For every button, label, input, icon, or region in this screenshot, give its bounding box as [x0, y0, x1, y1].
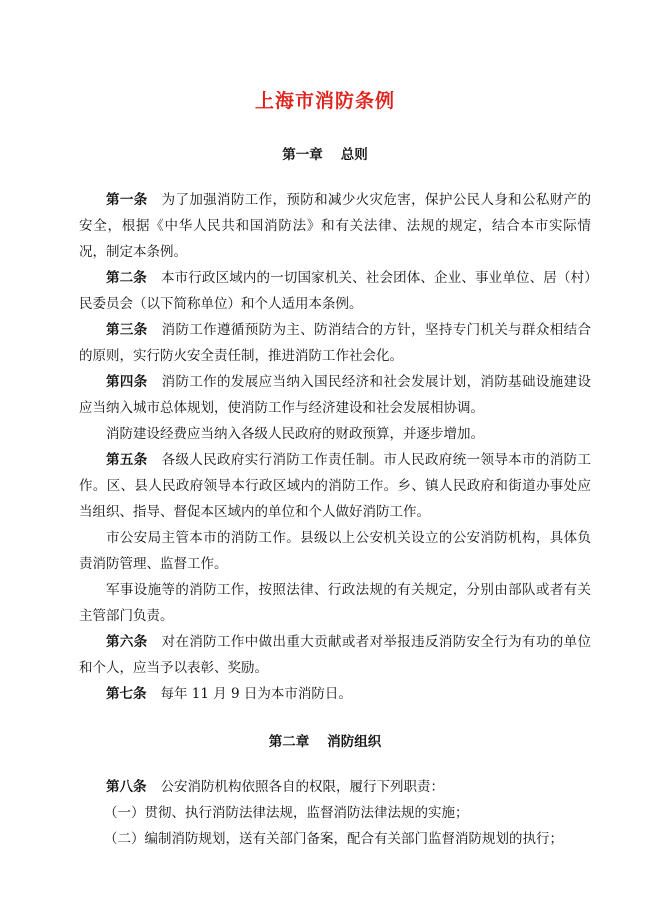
article-label: 第七条 [106, 686, 147, 702]
article-paragraph [79, 629, 591, 681]
article-paragraph [79, 525, 591, 577]
article-paragraph [79, 774, 591, 800]
article-paragraph [79, 187, 591, 265]
article-text: 本市行政区域内的一切国家机关、社会团体、企业、事业单位、居（村）民委员会（以下简称单位）和个人适用本条例。 [79, 270, 592, 312]
list-item: （一）贯彻、执行消防法律法规，监督消防法律法规的实施； [104, 805, 469, 821]
article-label: 第二条 [106, 270, 147, 286]
article-text: 消防建设经费应当纳入各级人民政府的财政预算，并逐步增加。 [106, 426, 484, 442]
article-paragraph [79, 577, 591, 629]
article-text: 公安消防机构依照各自的权限，履行下列职责： [160, 779, 444, 795]
article-paragraph [79, 421, 591, 447]
article-paragraph [79, 265, 591, 317]
document-title: 上海市消防条例 [254, 90, 395, 112]
chapter-name: 总则 [340, 147, 368, 163]
article-text: 军事设施等的消防工作，按照法律、行政法规的有关规定，分别由部队或者有关主管部门负责。 [79, 582, 591, 624]
article-label: 第三条 [106, 322, 148, 338]
article-paragraph [79, 369, 591, 421]
chapter-heading-2 [0, 730, 650, 750]
article-text: 市公安局主管本市的消防工作。县级以上公安机关设立的公安消防机构，具体负责消防管理、监督工作。 [79, 530, 591, 572]
article-text: 每年 11 月 9 日为本市消防日。 [160, 686, 352, 702]
article-paragraph [79, 447, 591, 525]
chapter-number: 第二章 [268, 734, 310, 750]
chapter-heading-1 [0, 143, 650, 163]
chapter-2-body [79, 774, 591, 852]
article-paragraph [79, 317, 591, 369]
article-text: 对在消防工作中做出重大贡献或者对举报违反消防安全行为有功的单位和个人，应当予以表彰、奖励。 [79, 634, 592, 676]
article-text: 消防工作的发展应当纳入国民经济和社会发展计划，消防基础设施建设应当纳入城市总体规划，使消防工作与经济建设和社会发展相协调。 [79, 374, 592, 416]
article-label: 第一条 [106, 192, 148, 208]
chapter-1-body [79, 187, 591, 707]
article-text: 为了加强消防工作，预防和减少火灾危害，保护公民人身和公私财产的安全，根据《中华人民共和国消防法》和有关法律、法规的规定，结合本市实际情况，制定本条例。 [79, 192, 592, 260]
chapter-number: 第一章 [282, 147, 323, 163]
article-text: 各级人民政府实行消防工作责任制。市人民政府统一领导本市的消防工作。区、县人民政府领导本行政区域内的消防工作。乡、镇人民政府和街道办事处应当组织、指导、督促本区域内的单位和个人做好消防工作。 [79, 452, 592, 520]
list-item: （二）编制消防规划，送有关部门备案，配合有关部门监督消防规划的执行； [104, 831, 563, 847]
article-text: 消防工作遵循预防为主、防消结合的方针，坚持专门机关与群众相结合的原则，实行防火安全责任制，推进消防工作社会化。 [79, 322, 592, 364]
article-label: 第四条 [106, 374, 148, 390]
article-label: 第八条 [106, 779, 147, 795]
article-paragraph [79, 681, 591, 707]
chapter-name: 消防组织 [327, 734, 382, 750]
article-label: 第六条 [106, 634, 148, 650]
article-label: 第五条 [106, 452, 148, 468]
